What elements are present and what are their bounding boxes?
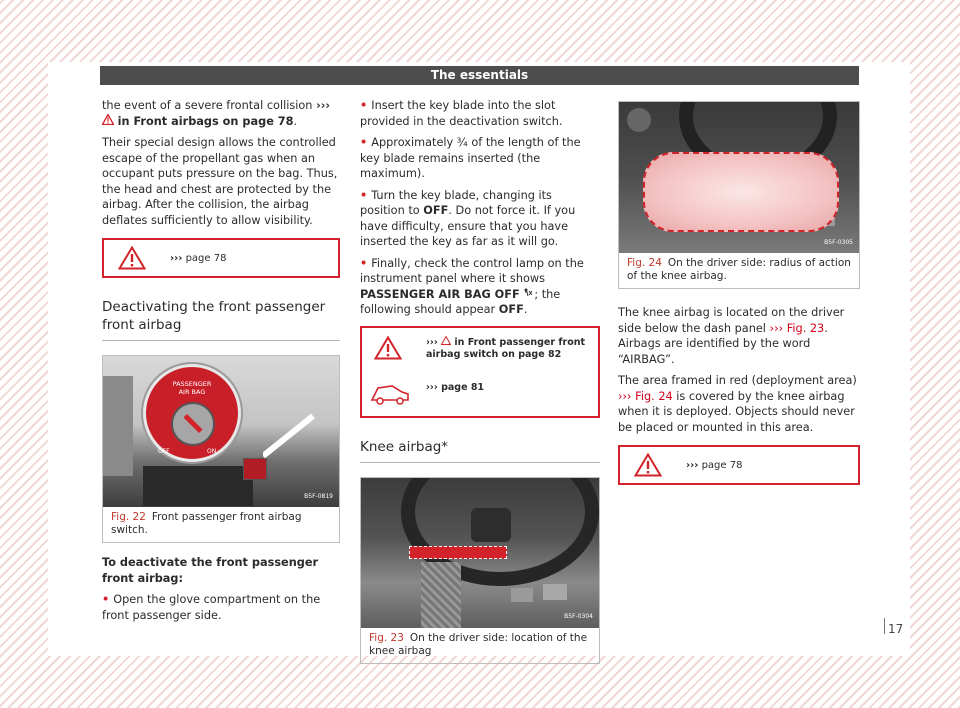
- warning-box: [102, 238, 340, 278]
- paragraph: the event of a severe frontal collision ››› in Front airbags on page 78.: [102, 99, 331, 128]
- figure-link[interactable]: Fig. 24: [635, 389, 673, 403]
- page-number-divider: [884, 618, 885, 634]
- section-title: Deactivating the front passenger front airbag: [102, 298, 340, 341]
- paragraph: Their special design allows the controlled escape of the propellant gas when an occupant puts pressure on the bag. Thus, the head and chest are protected by the airbag. After the collision, the airbag deflates sufficiently to allow visibility.: [102, 136, 338, 227]
- warning-icon: [102, 115, 114, 128]
- cross-ref-link[interactable]: in Front airbags on page 78: [117, 114, 294, 128]
- figure-caption: Fig. 23 On the driver side: location of the knee airbag: [369, 631, 588, 657]
- list-item: • Insert the key blade into the slot provided in the deactivation switch.: [360, 98, 600, 129]
- arrow-glyph: ›››: [618, 389, 632, 403]
- warning-icon: [374, 336, 402, 365]
- figure-24: [618, 101, 860, 289]
- figure-caption: Fig. 24 On the driver side: radius of action of the knee airbag.: [627, 257, 851, 282]
- instruction-title: To deactivate the front passenger front airbag:: [102, 556, 319, 585]
- paragraph: The area framed in red (deployment area) ››› Fig. 24 is covered by the knee airbag when it is deployed. Objects should never be placed or mounted in this area.: [618, 374, 857, 434]
- warning-notice-box: [360, 326, 600, 418]
- column-1: [102, 98, 340, 629]
- car-notice-icon: [370, 378, 410, 411]
- warning-icon: [118, 246, 146, 275]
- knee-airbag-radius-image: B5F-0305: [619, 102, 859, 253]
- airbag-switch-image: PASSENGER AIR BAG OFF ON B5F-0819: [103, 356, 339, 507]
- arrow-glyph: ›››: [316, 99, 331, 112]
- notice-ref[interactable]: ››› page 81: [426, 381, 485, 393]
- key-slot: [171, 402, 215, 446]
- section-header: The essentials: [100, 66, 859, 85]
- figure-caption: Fig. 22 Front passenger front airbag switch.: [111, 511, 302, 536]
- warning-icon: [634, 453, 662, 482]
- page-number: 17: [888, 622, 904, 636]
- section-title: Knee airbag*: [360, 438, 600, 463]
- deployment-area-highlight: [643, 152, 839, 232]
- airbag-off-icon: [523, 288, 534, 301]
- warning-ref[interactable]: ››› page 78: [170, 253, 227, 264]
- warning-ref[interactable]: ››› page 78: [686, 460, 743, 471]
- list-item: • Finally, check the control lamp on the instrument panel where it shows PASSENGER AIR BAG OFF ; the following should appear OFF.: [360, 256, 600, 318]
- column-3: [618, 101, 860, 497]
- figure-22: [102, 355, 340, 543]
- arrow-glyph: ›››: [769, 321, 784, 335]
- knee-airbag-highlight: [409, 546, 507, 559]
- figure-23: [360, 477, 600, 664]
- warning-ref[interactable]: ››› in Front passenger front airbag switch on page 82: [426, 336, 586, 360]
- list-item: • Open the glove compartment on the front passenger side.: [102, 592, 340, 623]
- list-item: • Turn the key blade, changing its position to OFF. Do not force it. If you have difficulty, ensure that you have inserted the key as far as it will go.: [360, 188, 600, 250]
- figure-link[interactable]: Fig. 23: [786, 321, 825, 335]
- warning-box: [618, 445, 860, 485]
- paragraph: The knee airbag is located on the driver side below the dash panel ››› Fig. 23. Airbags are identified by the word “AIRBAG”.: [618, 306, 845, 366]
- column-2: [360, 98, 600, 664]
- knee-airbag-location-image: B5F-0304: [361, 478, 599, 628]
- list-item: • Approximately ¾ of the length of the key blade remains inserted (the maximum).: [360, 135, 600, 182]
